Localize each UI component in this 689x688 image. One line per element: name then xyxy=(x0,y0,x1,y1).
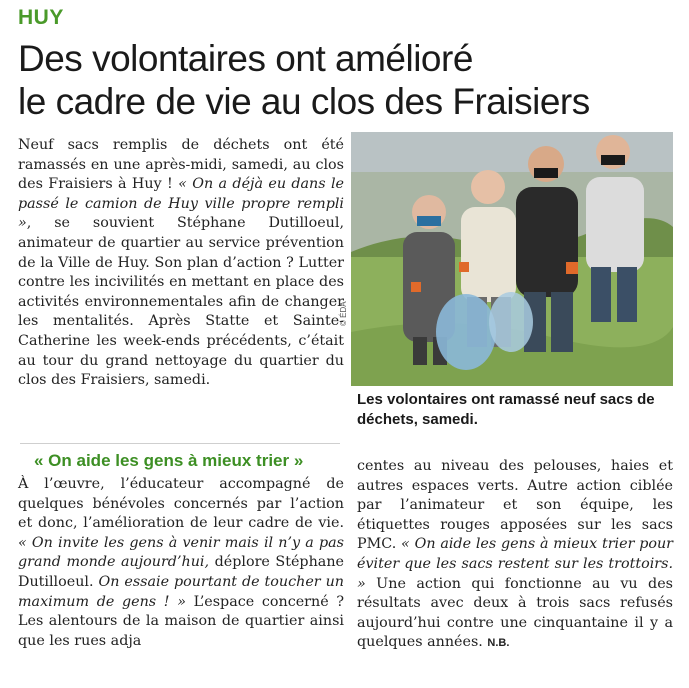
headline-line-1: Des volontaires ont amélioré xyxy=(18,38,473,79)
body2-text-3: L’espace concerné ? Les alentours de la maison de quartier ainsi que les rues adja xyxy=(18,593,344,649)
body3-quote: « On aide les gens à mieux trier pour éviter que les sacs restent sur les trottoirs. » xyxy=(357,536,674,592)
body-column-right xyxy=(357,457,673,654)
section-kicker: HUY xyxy=(18,6,64,29)
body-column-left xyxy=(18,475,344,651)
lead-paragraph xyxy=(18,136,344,391)
volunteers-photo-illustration xyxy=(351,132,673,386)
body2-text-1: À l’œuvre, l’éducateur accompagné de quelques bénévoles concernés par l’action et donc, l’amélioration de leur cadre de vie. xyxy=(18,476,344,532)
lead-text-1: Neuf sacs remplis de déchets ont été ramassés en une après-midi, samedi, au clos des Fraisiers à Huy ! xyxy=(18,137,344,193)
body2-text-2: déplore Stéphane Dutilloeul. xyxy=(18,554,344,590)
body3-text-2: Une action qui fonctionne au vu des résultats avec deux à trois sacs refusés aujourd’hui contre une cinquantaine il y a quelques années. xyxy=(357,575,673,651)
body2-quote-2: On essaie pourtant de toucher un maximum de gens ! » xyxy=(18,573,344,610)
headline xyxy=(18,37,678,123)
subheading: « On aide les gens à mieux trier » xyxy=(34,451,304,470)
photo-credit: © ÉDA xyxy=(339,301,348,326)
section-divider xyxy=(20,443,340,444)
body2-quote-1: « On invite les gens à venir mais il n’y a pas grand monde aujourd’hui, xyxy=(18,534,344,571)
photo-caption: Les volontaires ont ramassé neuf sacs de déchets, samedi. xyxy=(357,391,655,428)
body3-text-1: centes au niveau des pelouses, haies et autres espaces verts. Autre action ciblée par l’animateur et son équipe, les étiquettes rouges apposées sur les sacs PMC. xyxy=(357,458,673,553)
article-photo xyxy=(351,132,673,386)
lead-text-2: , se souvient Stéphane Dutilloeul, animateur de quartier au service prévention de la Ville de Huy. Son plan d’action ? Lutter contre les incivilités en mettant en place des activités environnementales afin de changer les mentalités. Après Statte et Sainte-Catherine les week-ends précédents, c’était au tour du grand nettoyage du quartier du clos des Fraisiers, samedi. xyxy=(18,215,344,389)
headline-line-2: le cadre de vie au clos des Fraisiers xyxy=(18,81,590,122)
author-signature: N.B. xyxy=(487,637,510,650)
lead-quote: « On a déjà eu dans le passé le camion de Huy ville propre rempli » xyxy=(18,176,344,232)
